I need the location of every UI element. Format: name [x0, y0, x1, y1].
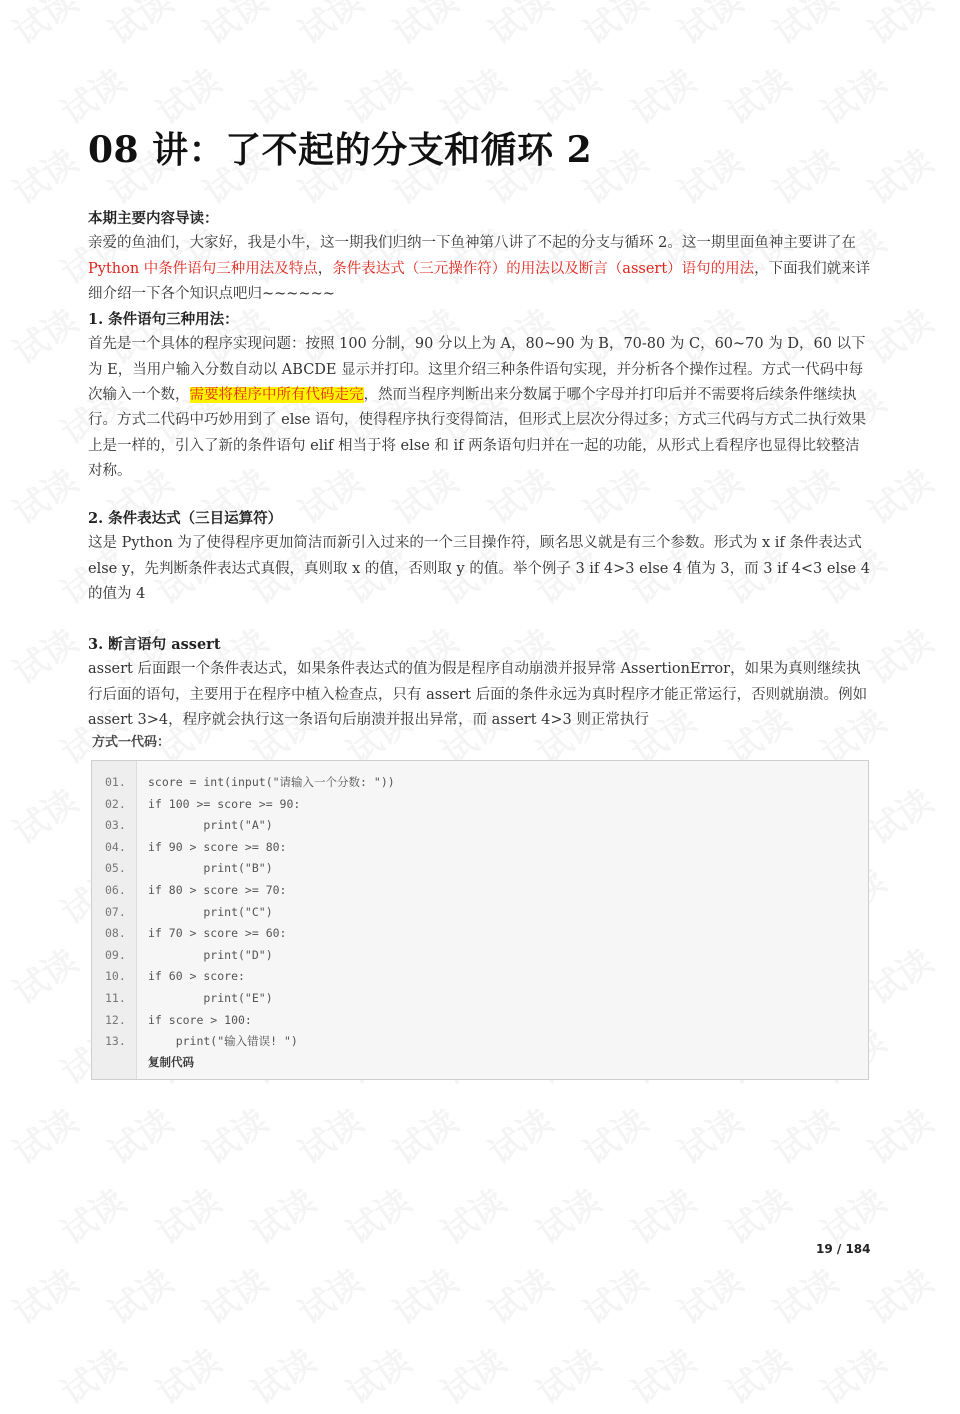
code-line-number: 06. [105, 883, 126, 897]
intro-text-c: ，下面我们就来详细介绍一下各个知识点吧归~~~~~~ [88, 260, 871, 302]
code-line [92, 794, 868, 816]
code-line-number: 10. [105, 969, 126, 984]
intro-paragraph [88, 231, 872, 307]
code-line [92, 858, 868, 880]
code-line-text: print("输入错误! ") [148, 1034, 298, 1049]
section3-paragraph: assert 后面跟一个条件表达式，如果条件表达式的值为假是程序自动崩溃并报异常 AssertionError，如果为真则继续执行后面的语句，主要用于在程序中植入检查点，只有 assert 后面的条件永远为真时程序才能正常运行，否则就崩溃。例如 assert 3>4，程序就会执行这一条语句后崩溃并报出异常，而 assert 4>3 则正常执行 [88, 661, 868, 728]
code-label: 方式一代码： [92, 735, 171, 750]
code-line [92, 945, 868, 967]
intro-heading: 本期主要内容导读： [88, 210, 219, 227]
code-line [92, 1010, 868, 1032]
section1-text-b: ，然而当程序判断出来分数属于哪个字母并打印后并不需要将后续条件继续执行。方式二代码中巧妙用到了 else 语句，使得程序执行变得简洁，但形式上层次分得过多；方式三代码与方式二执行效果上是一样的，引入了新的条件语句 elif 相当于将 else 和 if 两条语句归并在一起的功能，从形式上看程序也显得比较整洁对称。 [88, 387, 866, 479]
code-line [92, 902, 868, 924]
code-line [92, 880, 868, 902]
section3-heading: 3. 断言语句 assert [88, 636, 221, 653]
code-line-number: 13. [105, 1034, 126, 1049]
code-line-number: 01. [105, 775, 126, 789]
code-line-text: if 60 > score: [148, 969, 245, 984]
section1-highlight: 需要将程序中所有代码走完 [189, 387, 364, 404]
section2-heading: 2. 条件表达式（三目运算符） [88, 510, 283, 527]
intro-emphasis-1: Python 中条件语句三种用法及特点 [88, 260, 318, 277]
code-line-number: 12. [105, 1012, 126, 1027]
page-title: 08 讲：了不起的分支和循环 2 [88, 129, 593, 171]
code-line-text: if 100 >= score >= 90: [148, 796, 301, 811]
code-line-text: if 80 > score >= 70: [148, 883, 287, 897]
code-line-number: 07. [105, 904, 126, 919]
code-line-text: print("C") [148, 904, 273, 919]
code-line-number: 09. [105, 947, 126, 962]
code-line-number: 02. [105, 796, 126, 811]
code-line-text: score = int(input("请输入一个分数: ")) [148, 775, 395, 789]
code-line-number: 05. [105, 861, 126, 876]
code-line [92, 837, 868, 859]
code-line-text: if 70 > score >= 60: [148, 926, 287, 941]
page-number: 19 / 184 [816, 1242, 871, 1256]
code-line-text: print("B") [148, 861, 273, 876]
code-line-text: print("A") [148, 818, 273, 833]
code-line-text: if score > 100: [148, 1012, 252, 1027]
section1-heading: 1. 条件语句三种用法： [88, 311, 239, 329]
intro-section [88, 206, 872, 484]
intro-text-b: ， [317, 260, 333, 277]
intro-text-a: 亲爱的鱼油们，大家好，我是小牛，这一期我们归纳一下鱼神第八讲了不起的分支与循环 2。这一期里面鱼神主要讲了在 [88, 235, 856, 252]
section1-paragraph [88, 332, 872, 484]
code-line [92, 988, 868, 1010]
code-line [92, 815, 868, 837]
section2 [88, 506, 872, 607]
section1-text-a: 首先是一个具体的程序实现问题：按照 100 分制，90 分以上为 A，80~90 为 B，70-80 为 C，60~70 为 D，60 以下为 E，当用户输入分数自动以 ABCDE 显示并打印。这里介绍三种条件语句实现，并分析各个操作过程。方式一代码中每次输入一个数， [88, 336, 866, 404]
code-line-number: 04. [105, 839, 126, 854]
code-block [91, 760, 869, 1080]
code-line [92, 1031, 868, 1053]
code-line-number: 03. [105, 818, 126, 833]
code-line-text: if 90 > score >= 80: [148, 839, 287, 854]
section2-paragraph: 这是 Python 为了使得程序更加简洁而新引入过来的一个三目操作符，顾名思义就是有三个参数。形式为 x if 条件表达式 else y，先判断条件表达式真假，真则取 x 的值，否则取 y 的值。举个例子 3 if 4>3 else 4 值为 3，而 3 if 4<3 else 4 的值为 4 [88, 535, 870, 602]
code-line [92, 966, 868, 988]
code-line [92, 923, 868, 945]
code-line-text: print("E") [148, 991, 273, 1005]
code-line [92, 772, 868, 794]
code-line-text: print("D") [148, 947, 273, 962]
code-line-number: 11. [105, 991, 126, 1005]
code-line-number: 08. [105, 926, 126, 941]
copy-code-button[interactable]: 复制代码 [148, 1055, 194, 1069]
section3 [88, 632, 872, 733]
intro-emphasis-2: 条件表达式（三元操作符）的用法以及断言（assert）语句的用法 [332, 260, 755, 277]
